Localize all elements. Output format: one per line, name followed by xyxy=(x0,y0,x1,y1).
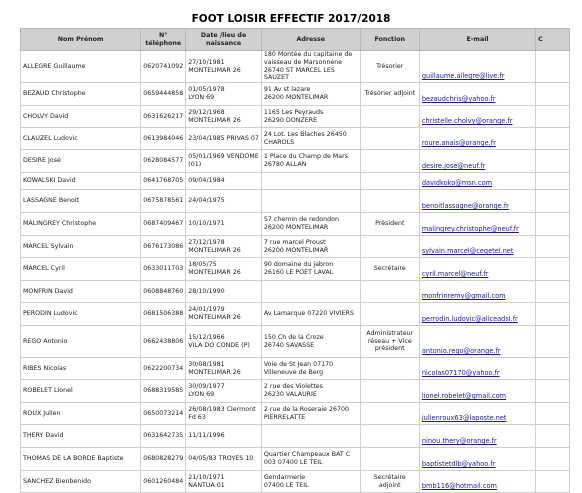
cell-adresse xyxy=(261,425,360,448)
cell-nom: SANCHEZ Bienbenido xyxy=(21,471,141,493)
cell-adresse: Voie de St Jean 07170 Villeneuve de Berg xyxy=(261,358,360,380)
cell-nom: DESIRE José xyxy=(21,150,141,173)
table-row xyxy=(21,236,570,258)
cell-adresse: 91 Av st lazare 26200 MONTELIMAR xyxy=(261,83,360,106)
cell-fonction xyxy=(360,173,419,190)
cell-fonction: Trésorier xyxy=(360,51,419,83)
header-fonction: Fonction xyxy=(360,29,419,51)
cell-telephone: 0628084577 xyxy=(141,150,186,173)
cell-adresse: 180 Montée du capitaine de vaisseau de Marsonnene 26740 ST MARCEL LES SAUZET xyxy=(261,51,360,83)
cell-email xyxy=(419,425,535,448)
cell-email xyxy=(419,150,535,173)
cell-email xyxy=(419,403,535,425)
cell-adresse xyxy=(261,281,360,303)
cell-nom: MALINGREY Christophe xyxy=(21,213,141,236)
cell-nom: REGO Antonio xyxy=(21,326,141,358)
cell-naissance: 05/01/1969 VENDOME (01) xyxy=(186,150,262,173)
table-row xyxy=(21,128,570,150)
cell-fonction xyxy=(360,236,419,258)
cell-extra xyxy=(536,128,570,150)
table-row xyxy=(21,190,570,213)
cell-telephone: 0608848760 xyxy=(141,281,186,303)
table-body xyxy=(21,51,570,493)
table-row xyxy=(21,326,570,358)
cell-naissance: 30/08/1981 MONTELIMAR 26 xyxy=(186,358,262,380)
cell-fonction xyxy=(360,106,419,128)
cell-naissance: 01/05/1978 LYON 69 xyxy=(186,83,262,106)
email-link[interactable]: cyril.marcel@neuf.fr xyxy=(421,270,489,279)
email-link[interactable]: bmb116@hotmail.com xyxy=(421,482,497,491)
email-link[interactable]: julienroux63@laposte.net xyxy=(421,414,507,423)
cell-adresse xyxy=(261,173,360,190)
cell-fonction xyxy=(360,150,419,173)
cell-email xyxy=(419,128,535,150)
cell-fonction: Président xyxy=(360,213,419,236)
header-telephone: N° téléphone xyxy=(141,29,186,51)
cell-fonction xyxy=(360,303,419,326)
cell-telephone: 0622200734 xyxy=(141,358,186,380)
header-adresse: Adresse xyxy=(261,29,360,51)
table-row xyxy=(21,106,570,128)
cell-nom: ROBELET Lionel xyxy=(21,380,141,403)
cell-extra xyxy=(536,380,570,403)
cell-telephone: 0676173086 xyxy=(141,236,186,258)
cell-email xyxy=(419,190,535,213)
cell-adresse xyxy=(261,190,360,213)
email-link[interactable]: roure.anais@orange.fr xyxy=(421,139,496,148)
table-header-row xyxy=(21,29,570,51)
cell-fonction xyxy=(360,128,419,150)
table-row xyxy=(21,403,570,425)
email-link[interactable]: sylvain.marcel@cegetel.net xyxy=(421,247,514,256)
cell-naissance: 23/04/1985 PRIVAS 07 xyxy=(186,128,262,150)
cell-telephone: 0613984046 xyxy=(141,128,186,150)
email-link[interactable]: monfrinremy@gmail.com xyxy=(421,292,506,301)
email-link[interactable]: malingrey.christophe@neuf.fr xyxy=(421,225,519,234)
cell-telephone: 0687409467 xyxy=(141,213,186,236)
cell-extra xyxy=(536,258,570,281)
cell-extra xyxy=(536,403,570,425)
table-row xyxy=(21,83,570,106)
cell-adresse: 1 Place du Champ de Mars 26780 ALLAN xyxy=(261,150,360,173)
cell-extra xyxy=(536,190,570,213)
cell-naissance: 29/12/1968 MONTELIMAR 26 xyxy=(186,106,262,128)
cell-email xyxy=(419,173,535,190)
cell-extra xyxy=(536,425,570,448)
cell-naissance: 24/01/1979 MONTELIMAR 26 xyxy=(186,303,262,326)
email-link[interactable]: bezaudchris@yahoo.fr xyxy=(421,95,496,104)
email-link[interactable]: perrodin.ludovic@aliceadsl.fr xyxy=(421,315,518,324)
table-row xyxy=(21,303,570,326)
email-link[interactable]: benoitlassagne@orange.fr xyxy=(421,202,509,211)
cell-fonction xyxy=(360,403,419,425)
cell-email xyxy=(419,236,535,258)
cell-adresse: Av Lamarque 07220 VIVIERS xyxy=(261,303,360,326)
table-row xyxy=(21,150,570,173)
cell-fonction xyxy=(360,448,419,471)
cell-telephone: 0675878561 xyxy=(141,190,186,213)
cell-naissance: 27/12/1978 MONTELIMAR 26 xyxy=(186,236,262,258)
cell-naissance: 26/08/1983 Clermont Fd 63 xyxy=(186,403,262,425)
header-naissance: Date /lieu de naissance xyxy=(186,29,262,51)
cell-adresse: 150 Ch de la Croze 26740 SAVASSE xyxy=(261,326,360,358)
cell-telephone: 0688319585 xyxy=(141,380,186,403)
cell-extra xyxy=(536,281,570,303)
cell-telephone: 0631642735 xyxy=(141,425,186,448)
cell-extra xyxy=(536,358,570,380)
cell-naissance: 24/04/1975 xyxy=(186,190,262,213)
cell-telephone: 0641768705 xyxy=(141,173,186,190)
cell-telephone: 0633011703 xyxy=(141,258,186,281)
cell-adresse: Quartier Champeaux BAT C 003 07400 LE TEIL xyxy=(261,448,360,471)
cell-naissance: 21/10/1971 NANTUA 01 xyxy=(186,471,262,493)
cell-adresse: 90 domaine du jabron 26160 LE POET LAVAL xyxy=(261,258,360,281)
cell-adresse: 2 rue de la Roseraie 26700 PIERRELATTE xyxy=(261,403,360,425)
table-row xyxy=(21,380,570,403)
cell-adresse: 1165 Les Peyrauds 26290 DONZERE xyxy=(261,106,360,128)
cell-adresse: 24 Lot. Les Blaches 26450 CHAROLS xyxy=(261,128,360,150)
cell-naissance: 27/10/1981 MONTELIMAR 26 xyxy=(186,51,262,83)
table-row xyxy=(21,448,570,471)
email-link[interactable]: nicolas07170@yahoo.fr xyxy=(421,369,500,378)
table-row xyxy=(21,358,570,380)
cell-extra xyxy=(536,236,570,258)
cell-extra xyxy=(536,173,570,190)
cell-naissance: 18/05/75 MONTELIMAR 26 xyxy=(186,258,262,281)
cell-nom: ROUX Julien xyxy=(21,403,141,425)
email-link[interactable]: ninou.thery@orange.fr xyxy=(421,437,497,446)
cell-email xyxy=(419,326,535,358)
cell-email xyxy=(419,281,535,303)
cell-fonction xyxy=(360,358,419,380)
cell-extra xyxy=(536,448,570,471)
cell-nom: CLAUZEL Ludovic xyxy=(21,128,141,150)
cell-nom: MARCEL Cyril xyxy=(21,258,141,281)
cell-nom: BEZAUD Christophe xyxy=(21,83,141,106)
cell-email xyxy=(419,213,535,236)
cell-telephone: 0659444858 xyxy=(141,83,186,106)
cell-naissance: 11/11/1996 xyxy=(186,425,262,448)
email-link[interactable]: christelle.cholvy@orange.fr xyxy=(421,117,513,126)
cell-telephone: 0631626217 xyxy=(141,106,186,128)
email-link[interactable]: guillaume.allegre@live.fr xyxy=(421,72,505,81)
cell-naissance: 10/10/1971 xyxy=(186,213,262,236)
header-extra: C xyxy=(536,29,570,51)
cell-nom: KOWALSKI David xyxy=(21,173,141,190)
cell-fonction xyxy=(360,380,419,403)
cell-telephone: 0680828279 xyxy=(141,448,186,471)
cell-extra xyxy=(536,213,570,236)
cell-fonction: Secrétaire xyxy=(360,258,419,281)
table-row xyxy=(21,51,570,83)
members-table xyxy=(20,28,570,493)
cell-extra xyxy=(536,106,570,128)
email-link[interactable]: davidkoko@msn.com xyxy=(421,179,493,188)
cell-email xyxy=(419,358,535,380)
cell-fonction xyxy=(360,425,419,448)
cell-nom: MONFRIN David xyxy=(21,281,141,303)
cell-nom: CHOLVY David xyxy=(21,106,141,128)
cell-telephone: 0662438806 xyxy=(141,326,186,358)
table-row xyxy=(21,173,570,190)
cell-email xyxy=(419,471,535,493)
cell-extra xyxy=(536,303,570,326)
table-row xyxy=(21,213,570,236)
cell-email xyxy=(419,448,535,471)
cell-email xyxy=(419,106,535,128)
cell-naissance: 30/09/1977 LYON 69 xyxy=(186,380,262,403)
cell-email xyxy=(419,303,535,326)
cell-telephone: 0650073214 xyxy=(141,403,186,425)
email-link[interactable]: baptistetdlb@yahoo.fr xyxy=(421,460,496,469)
cell-fonction: Trésorier adjoint xyxy=(360,83,419,106)
cell-naissance: 09/04/1984 xyxy=(186,173,262,190)
cell-extra xyxy=(536,83,570,106)
cell-email xyxy=(419,258,535,281)
cell-telephone: 0620741092 xyxy=(141,51,186,83)
cell-fonction: Administrateur réseau + Vice président xyxy=(360,326,419,358)
header-email: E-mail xyxy=(419,29,535,51)
cell-adresse: Gendarmerie 07400 LE TEIL xyxy=(261,471,360,493)
cell-nom: THOMAS DE LA BORDE Baptiste xyxy=(21,448,141,471)
cell-naissance: 15/12/1966 VILA DO CONDE (P) xyxy=(186,326,262,358)
cell-extra xyxy=(536,150,570,173)
table-row xyxy=(21,425,570,448)
cell-fonction: Secrétaire adjoint xyxy=(360,471,419,493)
cell-telephone: 0601260484 xyxy=(141,471,186,493)
cell-nom: MARCEL Sylvain xyxy=(21,236,141,258)
email-link[interactable]: desire.jose@neuf.fr xyxy=(421,162,486,171)
page-title: FOOT LOISIR EFFECTIF 2017/2018 xyxy=(191,13,391,25)
email-link[interactable]: lionel.robelet@gmail.com xyxy=(421,392,507,401)
cell-fonction xyxy=(360,190,419,213)
cell-naissance: 28/10/1990 xyxy=(186,281,262,303)
cell-nom: RIBES Nicolas xyxy=(21,358,141,380)
cell-extra xyxy=(536,51,570,83)
cell-naissance: 04/05/83 TROYES 10 xyxy=(186,448,262,471)
cell-nom: THERY David xyxy=(21,425,141,448)
cell-nom: LASSAGNE Benoit xyxy=(21,190,141,213)
cell-extra xyxy=(536,326,570,358)
cell-email xyxy=(419,380,535,403)
cell-email xyxy=(419,83,535,106)
table-row xyxy=(21,258,570,281)
cell-email xyxy=(419,51,535,83)
cell-nom: ALLEGRE Guillaume xyxy=(21,51,141,83)
cell-adresse: 57 chemin de redondon 26200 MONTELIMAR xyxy=(261,213,360,236)
cell-fonction xyxy=(360,281,419,303)
cell-nom: PERODIN Ludovic xyxy=(21,303,141,326)
header-nom: Nom Prénom xyxy=(21,29,141,51)
cell-adresse: 2 rue des Violettes 26230 VALAURIE xyxy=(261,380,360,403)
cell-extra xyxy=(536,471,570,493)
email-link[interactable]: antonio.rego@orange.fr xyxy=(421,347,501,356)
table-row xyxy=(21,281,570,303)
cell-telephone: 0681506388 xyxy=(141,303,186,326)
table-row xyxy=(21,471,570,493)
cell-adresse: 7 rue marcel Proust 26200 MONTELIMAR xyxy=(261,236,360,258)
